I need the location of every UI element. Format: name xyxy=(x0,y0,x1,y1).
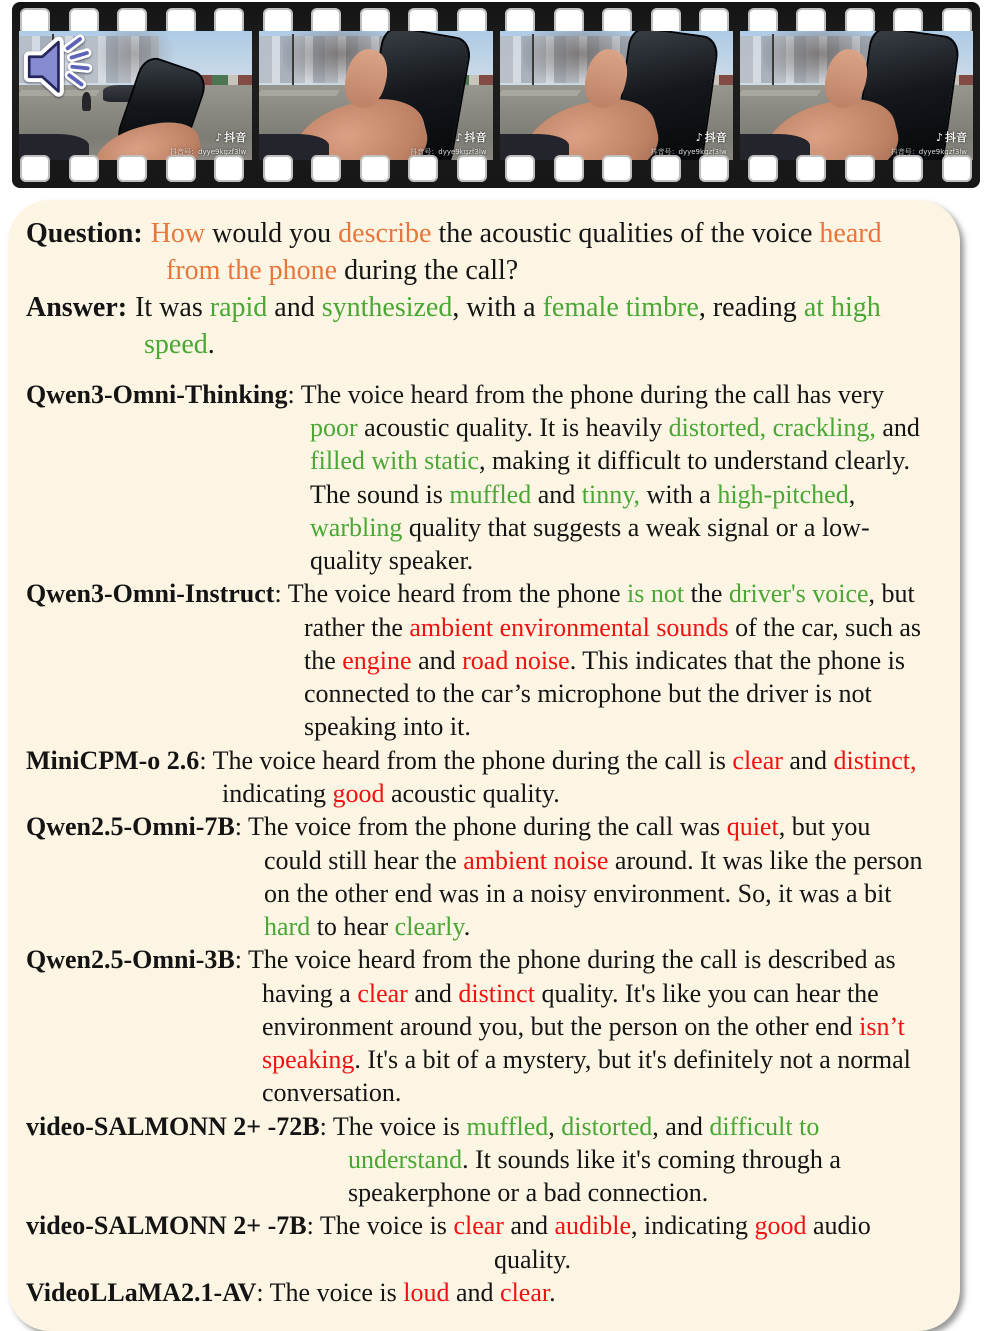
text-segment: and xyxy=(531,479,582,509)
tiktok-watermark xyxy=(215,129,246,145)
text-segment: How xyxy=(150,218,206,249)
text-segment: The voice from the phone during the call was xyxy=(248,812,727,842)
film-strip xyxy=(12,2,980,188)
sprocket-hole xyxy=(554,155,584,182)
model-name: Qwen3-Omni-Thinking xyxy=(26,379,288,409)
text-segment: and xyxy=(503,1211,555,1241)
text-segment: and xyxy=(411,645,463,675)
film-sprocket-row-bottom xyxy=(20,154,972,183)
text-segment: loud xyxy=(403,1277,450,1307)
question xyxy=(26,216,934,290)
text-segment: during the call? xyxy=(337,254,519,286)
text-segment: . xyxy=(207,328,215,360)
text-segment: quality that suggests a weak signal or a low-quality speaker. xyxy=(310,512,870,576)
text-segment: at high speed xyxy=(144,291,881,360)
separator: : xyxy=(306,1211,320,1241)
text-segment: rapid xyxy=(209,291,268,323)
text-segment: It was xyxy=(135,291,210,323)
sprocket-hole xyxy=(214,155,244,182)
text-segment: good xyxy=(754,1211,807,1241)
text-segment: The voice heard from the phone during the call is described as having a xyxy=(248,945,896,1008)
text-segment: , xyxy=(548,1111,562,1141)
tiktok-logo-text: 抖音 xyxy=(224,131,247,144)
text-segment: the acoustic qualities of the voice xyxy=(431,218,820,249)
sprocket-hole xyxy=(505,155,535,182)
sprocket-hole xyxy=(651,155,681,182)
text-segment: , but rather the xyxy=(304,579,915,642)
text-segment: around. It was like the person on the other end was in a noisy environment. So, it was a bit xyxy=(264,845,923,908)
text-segment: difficult to understand xyxy=(348,1111,820,1174)
text-segment: female timbre xyxy=(542,291,699,323)
text-segment: The voice heard from the phone xyxy=(287,579,628,609)
separator: : xyxy=(234,812,248,842)
video-frame-2 xyxy=(259,31,492,160)
sprocket-hole xyxy=(20,155,50,182)
tiktok-logo-text: 抖音 xyxy=(704,131,727,144)
sprocket-hole xyxy=(311,155,341,182)
text-segment: The voice is xyxy=(332,1111,467,1141)
tiktok-id-text: 抖音号：dyye9kgzf3lw xyxy=(410,148,487,156)
text-segment: , and xyxy=(652,1111,710,1141)
text-segment: the xyxy=(684,579,729,609)
separator: : xyxy=(199,745,213,775)
text-segment: audible xyxy=(554,1211,632,1241)
text-segment: The voice heard from the phone during the call is xyxy=(212,745,733,775)
text-segment: and xyxy=(449,1277,501,1307)
text-segment: The voice heard from the phone during the call has very xyxy=(300,379,885,409)
separator: : xyxy=(287,379,301,409)
text-segment: . xyxy=(463,912,471,942)
tiktok-watermark xyxy=(936,129,967,145)
text-segment: indicating xyxy=(222,779,333,808)
model-name: Qwen3-Omni-Instruct xyxy=(26,579,275,609)
text-segment: clear xyxy=(357,978,408,1008)
response-qwen3-omni-instruct xyxy=(26,577,934,743)
sprocket-hole xyxy=(457,155,487,182)
text-segment: , indicating xyxy=(631,1211,755,1241)
text-segment: muffled xyxy=(449,479,532,509)
answer-label: Answer: xyxy=(26,291,128,323)
utility-pole xyxy=(292,34,294,86)
response-qwen3-omni-thinking xyxy=(26,378,934,578)
text-segment: distorted xyxy=(561,1111,653,1141)
tiktok-id-text: 抖音号：dyye9kgzf3lw xyxy=(170,148,247,156)
response-minicpm-o-2-6 xyxy=(26,744,934,811)
text-segment: poor xyxy=(310,413,358,443)
video-frame-3 xyxy=(500,31,733,160)
sidewalk xyxy=(259,90,341,96)
text-segment: is not xyxy=(627,579,685,609)
text-segment: and xyxy=(782,745,834,775)
text-segment: distorted, crackling, xyxy=(668,413,876,443)
text-segment: clearly xyxy=(394,912,464,942)
tiktok-watermark xyxy=(455,129,486,145)
sprocket-hole xyxy=(748,155,778,182)
text-segment: driver's voice xyxy=(728,579,869,609)
sprocket-hole xyxy=(845,155,875,182)
model-responses xyxy=(26,378,934,1309)
text-segment: . It sounds like it's coming through a speakerphone or a bad connection. xyxy=(348,1144,841,1208)
text-segment: , xyxy=(848,479,856,509)
text-segment: acoustic quality. It is heavily xyxy=(357,413,669,443)
question-label: Question: xyxy=(26,218,143,249)
text-segment: audio quality. xyxy=(494,1211,871,1274)
text-segment: , but you could still hear the xyxy=(264,812,871,875)
tiktok-watermark xyxy=(696,129,727,145)
utility-pole xyxy=(532,34,534,86)
text-segment: good xyxy=(332,779,385,808)
text-segment: quiet xyxy=(726,812,779,842)
response-video-salmonn-2-7b xyxy=(26,1209,934,1276)
qa-panel xyxy=(8,200,960,1331)
text-segment: ambient environmental sounds xyxy=(409,612,729,642)
text-segment: road noise xyxy=(462,645,570,675)
tiktok-note-icon: ♪ xyxy=(215,130,223,144)
tiktok-logo-text: 抖音 xyxy=(945,131,967,144)
text-segment: , making it difficult to understand clearly. The sound is xyxy=(310,446,911,509)
tiktok-id-text: 抖音号：dyye9kgzf3lw xyxy=(890,148,967,156)
separator: : xyxy=(274,579,288,609)
response-video-salmonn-2-72b xyxy=(26,1110,934,1210)
text-segment: quality. It's like you can hear the environment around you, but the person on the other end xyxy=(262,978,879,1041)
sprocket-hole xyxy=(166,155,196,182)
sprocket-hole xyxy=(408,155,438,182)
response-qwen2-5-omni-3b xyxy=(26,943,934,1109)
tiktok-note-icon: ♪ xyxy=(935,130,943,144)
sprocket-hole xyxy=(942,155,972,182)
text-segment: isn’t speaking xyxy=(262,1011,905,1075)
sidewalk xyxy=(500,90,582,96)
text-segment: synthesized xyxy=(321,291,453,323)
sprocket-hole xyxy=(602,155,632,182)
text-segment: and xyxy=(407,978,459,1008)
text-segment: clear xyxy=(500,1277,550,1307)
text-segment: with a xyxy=(640,479,718,509)
video-frame-1 xyxy=(19,31,252,160)
text-segment: , reading xyxy=(698,291,804,323)
text-segment: The voice is xyxy=(319,1211,454,1241)
question-text xyxy=(151,218,882,286)
model-name: Qwen2.5-Omni-3B xyxy=(26,945,235,975)
tiktok-note-icon: ♪ xyxy=(455,130,463,144)
model-name: video-SALMONN 2+ -72B xyxy=(26,1111,320,1141)
text-segment: hard xyxy=(264,912,311,942)
model-name: Qwen2.5-Omni-7B xyxy=(26,812,235,842)
response-videollama2-1-av xyxy=(26,1276,934,1309)
text-segment: tinny, xyxy=(581,479,641,509)
text-segment: and xyxy=(875,413,920,443)
model-name: MiniCPM-o 2.6 xyxy=(26,745,200,775)
text-segment: clear xyxy=(732,745,783,775)
tiktok-logo-text: 抖音 xyxy=(464,131,487,144)
response-qwen2-5-omni-7b xyxy=(26,810,934,943)
text-segment: filled with static xyxy=(310,446,479,476)
text-segment: heard from the phone xyxy=(166,218,882,286)
video-frame-4 xyxy=(740,31,973,160)
text-segment: The voice is xyxy=(269,1277,404,1307)
text-segment: distinct, xyxy=(833,745,917,775)
text-segment: warbling xyxy=(310,512,403,542)
separator: : xyxy=(319,1111,333,1141)
answer xyxy=(26,290,934,364)
separator: : xyxy=(234,945,248,975)
text-segment: . This indicates that the phone is connected to the car’s microphone but the driver is not speaking into it. xyxy=(304,645,906,742)
model-name: VideoLLaMA2.1-AV xyxy=(26,1277,257,1307)
text-segment: acoustic quality. xyxy=(384,779,560,808)
text-segment: . It's a bit of a mystery, but it's definitely not a normal conversation. xyxy=(262,1045,911,1108)
text-segment: , with a xyxy=(452,291,543,323)
text-segment: high-pitched xyxy=(717,479,849,509)
sidewalk xyxy=(740,90,822,96)
separator: : xyxy=(256,1277,270,1307)
sprocket-hole xyxy=(263,155,293,182)
answer-text xyxy=(135,292,881,360)
sprocket-hole xyxy=(796,155,826,182)
text-segment: of the car, such as the xyxy=(304,612,921,675)
text-segment: muffled xyxy=(466,1111,549,1141)
text-segment: clear xyxy=(453,1211,504,1241)
sprocket-hole xyxy=(699,155,729,182)
text-segment: describe xyxy=(338,218,432,249)
text-segment: would you xyxy=(205,218,339,249)
sprocket-hole xyxy=(893,155,923,182)
sprocket-hole xyxy=(69,155,99,182)
text-segment: engine xyxy=(342,645,412,675)
audio-speaker-icon xyxy=(20,32,100,100)
model-name: video-SALMONN 2+ -7B xyxy=(26,1211,307,1241)
tiktok-note-icon: ♪ xyxy=(695,130,703,144)
text-segment: distinct xyxy=(458,978,535,1008)
text-segment: to hear xyxy=(310,912,395,942)
text-segment: and xyxy=(267,291,322,323)
video-frames xyxy=(19,31,973,160)
sprocket-hole xyxy=(117,155,147,182)
tiktok-id-text: 抖音号：dyye9kgzf3lw xyxy=(650,148,727,156)
utility-pole xyxy=(772,34,774,86)
text-segment: . xyxy=(549,1277,556,1307)
text-segment: ambient noise xyxy=(463,845,609,875)
sprocket-hole xyxy=(360,155,390,182)
